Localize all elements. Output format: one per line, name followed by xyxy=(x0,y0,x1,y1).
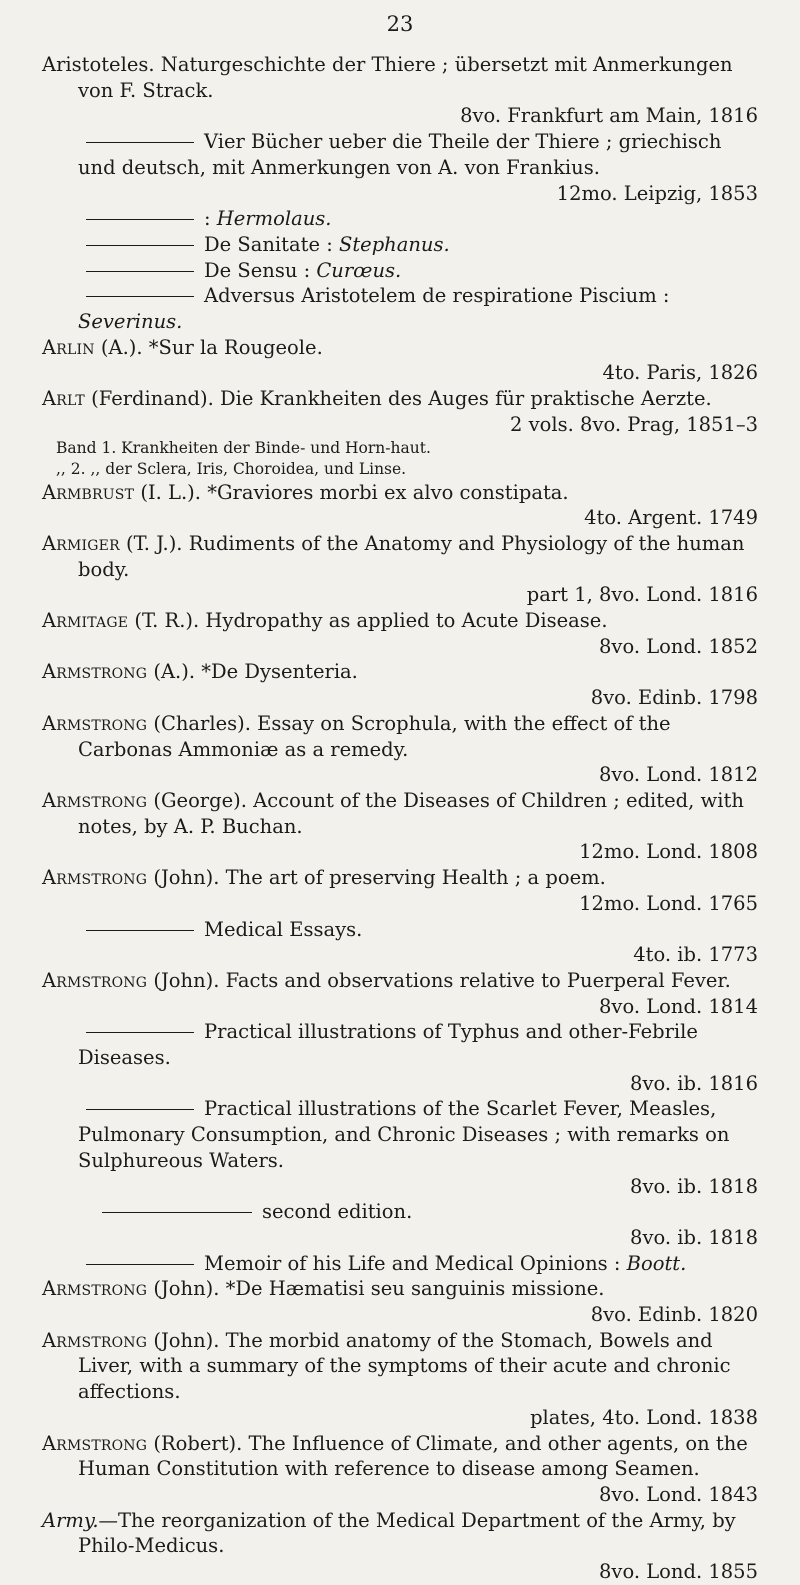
entry-scarlet-fever xyxy=(42,1096,758,1199)
entry-publication: 8vo. Edinb. 1798 xyxy=(590,686,758,710)
entry-publication: 12mo. Leipzig, 1853 xyxy=(556,181,758,205)
entry-medical-essays xyxy=(42,917,758,968)
entry-author: Armiger xyxy=(42,531,120,555)
entry-adversus-aristotelem xyxy=(42,283,758,334)
entry-text: Practical illustrations of the Scarlet Fever, Measles, Pulmonary Consumption, and Chronic Diseases ; with remarks on Sulphureous Waters. xyxy=(78,1097,730,1172)
entry-text: (John). *De Hæmatisi seu sanguinis missione. xyxy=(153,1277,605,1301)
entry-army xyxy=(42,1508,758,1585)
entry-vier-bucher xyxy=(42,129,758,206)
entry-subject: Army. xyxy=(42,1508,99,1532)
ditto-dash xyxy=(86,1109,194,1110)
entry-text: —The reorganization of the Medical Department of the Army, by Philo-Medicus. xyxy=(78,1508,736,1558)
entry-publication: part 1, 8vo. Lond. 1816 xyxy=(526,583,758,607)
page-number: 23 xyxy=(386,12,414,36)
entry-text: (George). Account of the Diseases of Children ; edited, with notes, by A. P. Buchan. xyxy=(78,788,744,838)
entry-text: (A.). *De Dysenteria. xyxy=(153,660,358,684)
entry-author: Armstrong xyxy=(42,1431,148,1455)
entry-text: Practical illustrations of Typhus and other-Febrile Diseases. xyxy=(78,1020,698,1070)
entry-text: (Robert). The Influence of Climate, and other agents, on the Human Constitution with reference to disease among Seamen. xyxy=(78,1431,748,1481)
entry-text: Aristoteles. Naturgeschichte der Thiere ; übersetzt mit Anmerkungen von F. Strack. xyxy=(42,53,733,102)
ditto-dash xyxy=(86,142,194,143)
volume-note: Band 1. Krankheiten der Binde- und Horn-haut. xyxy=(56,438,431,457)
entry-author-ref: Stephanus. xyxy=(338,232,450,256)
ditto-dash xyxy=(86,271,194,272)
entry-text: Vier Bücher ueber die Theile der Thiere ; griechisch und deutsch, mit Anmerkungen von A. von Frankius. xyxy=(78,130,722,179)
entry-author: Armstrong xyxy=(42,866,148,890)
entry-text: (John). The art of preserving Health ; a poem. xyxy=(153,866,606,890)
entry-publication: 8vo. Lond. 1852 xyxy=(599,634,758,658)
entry-author: Armstrong xyxy=(42,1277,148,1301)
ditto-dash xyxy=(86,296,194,297)
entry-list xyxy=(42,52,758,1585)
entry-author: Armbrust xyxy=(42,480,135,504)
entry-author: Armstrong xyxy=(42,660,148,684)
entry-text: (A.). *Sur la Rougeole. xyxy=(100,335,323,359)
entry-author: Armstrong xyxy=(42,968,148,992)
entry-publication: 8vo. Edinb. 1820 xyxy=(590,1303,758,1327)
entry-aristoteles-naturgeschichte xyxy=(42,52,758,129)
entry-publication: 12mo. Lond. 1808 xyxy=(579,840,758,864)
entry-text: De Sanitate : xyxy=(204,232,333,256)
entry-text: Adversus Aristotelem de respiratione Piscium : xyxy=(204,284,670,308)
entry-armstrong-george xyxy=(42,788,758,865)
entry-armstrong-charles xyxy=(42,711,758,788)
entry-armstrong-john-health xyxy=(42,865,758,916)
entry-publication: 12mo. Lond. 1765 xyxy=(579,891,758,915)
ditto-dash xyxy=(86,1032,194,1033)
entry-publication: 8vo. ib. 1818 xyxy=(630,1174,758,1198)
entry-text: De Sensu : xyxy=(204,258,311,282)
entry-author-ref: Hermolaus. xyxy=(216,207,332,231)
entry-hermolaus xyxy=(42,206,758,232)
entry-armitage xyxy=(42,608,758,659)
entry-publication: 4to. Paris, 1826 xyxy=(602,361,758,385)
entry-publication: plates, 4to. Lond. 1838 xyxy=(530,1405,758,1429)
entry-author: Arlin xyxy=(42,335,95,359)
entry-publication: 8vo. Lond. 1855 xyxy=(599,1560,758,1584)
entry-publication: 2 vols. 8vo. Prag, 1851–3 xyxy=(510,412,758,436)
ditto-dash xyxy=(86,1264,194,1265)
entry-author: Armitage xyxy=(42,609,129,633)
entry-memoir xyxy=(42,1251,758,1277)
entry-armstrong-john-stomach xyxy=(42,1328,758,1431)
volume-note: ,, 2. ,, der Sclera, Iris, Choroidea, und Linse. xyxy=(56,459,407,478)
entry-armstrong-robert xyxy=(42,1431,758,1508)
entry-armbrust xyxy=(42,480,758,531)
entry-author-ref: Boott. xyxy=(626,1251,687,1275)
entry-publication: 4to. ib. 1773 xyxy=(633,943,758,967)
entry-text: (T. R.). Hydropathy as applied to Acute Disease. xyxy=(134,609,608,633)
entry-publication: 8vo. Lond. 1812 xyxy=(599,763,758,787)
entry-de-sensu xyxy=(42,258,758,284)
entry-second-edition xyxy=(42,1199,758,1250)
entry-armstrong-john-puerperal xyxy=(42,968,758,1019)
entry-text: : xyxy=(204,207,211,231)
ditto-dash xyxy=(102,1212,252,1213)
entry-de-sanitate xyxy=(42,232,758,258)
entry-publication: 8vo. Frankfurt am Main, 1816 xyxy=(460,104,758,128)
entry-armstrong-john-haematisi xyxy=(42,1276,758,1327)
ditto-dash xyxy=(86,245,194,246)
entry-publication: 8vo. ib. 1818 xyxy=(630,1225,758,1249)
entry-text: Medical Essays. xyxy=(204,917,363,941)
entry-author: Armstrong xyxy=(42,1328,148,1352)
entry-author: Armstrong xyxy=(42,788,148,812)
entry-text: (Charles). Essay on Scrophula, with the effect of the Carbonas Ammoniæ as a remedy. xyxy=(78,711,671,761)
entry-author: Arlt xyxy=(42,387,85,411)
entry-publication: 8vo. ib. 1816 xyxy=(630,1071,758,1095)
entry-text: second edition. xyxy=(262,1200,413,1224)
entry-author-ref: Curœus. xyxy=(316,258,402,282)
entry-arlt xyxy=(42,386,758,437)
entry-author-ref: Severinus. xyxy=(78,310,183,334)
entry-armiger xyxy=(42,531,758,608)
ditto-dash xyxy=(86,930,194,931)
entry-publication: 4to. Argent. 1749 xyxy=(584,506,758,530)
entry-text: (T. J.). Rudiments of the Anatomy and Physiology of the human body. xyxy=(78,531,745,581)
entry-text: (Ferdinand). Die Krankheiten des Auges für praktische Aerzte. xyxy=(91,387,712,411)
entry-text: (John). Facts and observations relative to Puerperal Fever. xyxy=(153,968,731,992)
entry-author: Armstrong xyxy=(42,711,148,735)
ditto-dash xyxy=(86,219,194,220)
entry-typhus xyxy=(42,1019,758,1096)
entry-publication: 8vo. Lond. 1843 xyxy=(599,1482,758,1506)
entry-arlin xyxy=(42,335,758,386)
entry-text: (I. L.). *Graviores morbi ex alvo constipata. xyxy=(140,480,569,504)
entry-text: (John). The morbid anatomy of the Stomach, Bowels and Liver, with a summary of the symptoms of their acute and chronic affections. xyxy=(78,1328,731,1404)
entry-publication: 8vo. Lond. 1814 xyxy=(599,994,758,1018)
entry-text: Memoir of his Life and Medical Opinions : xyxy=(204,1251,621,1275)
entry-armstrong-a xyxy=(42,659,758,710)
